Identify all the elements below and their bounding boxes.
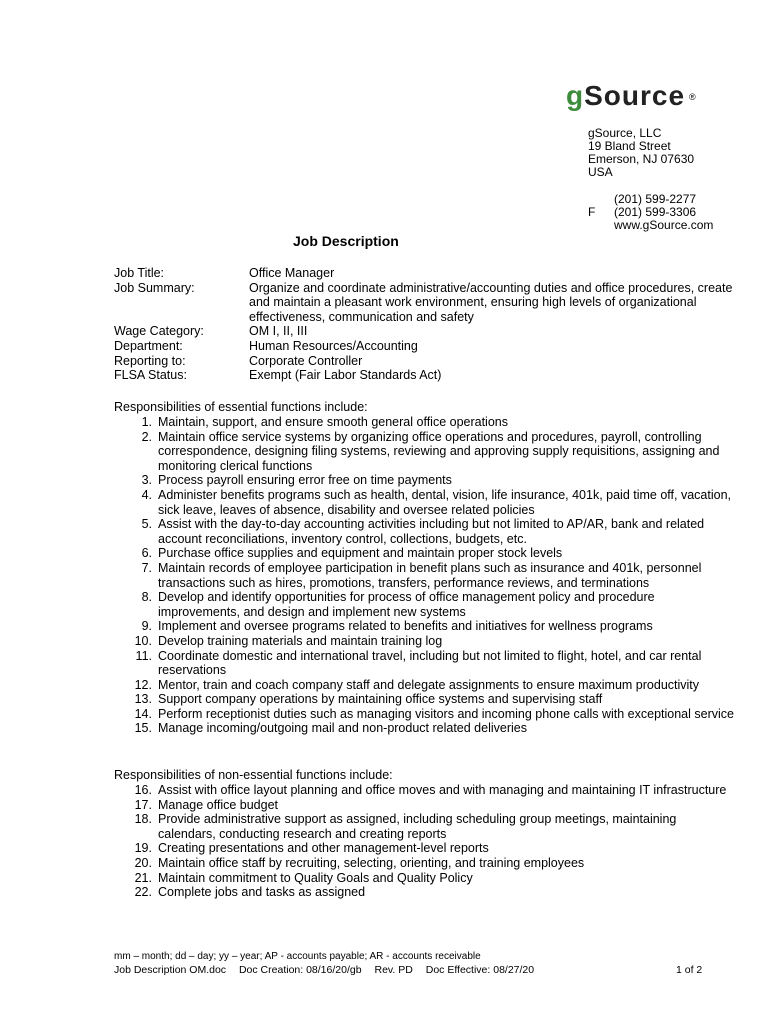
- field-label: FLSA Status:: [114, 368, 187, 383]
- list-item-number: 1.: [141, 415, 152, 429]
- essential-list: [114, 415, 734, 736]
- list-item-text: Maintain records of employee participation in benefit plans such as insurance and 401k, personnel transactions such as hires, promotions, transfers, performance reviews, and terminations: [158, 560, 702, 590]
- logo-source: Source: [584, 80, 686, 111]
- list-item: [114, 488, 734, 517]
- field-value: Exempt (Fair Labor Standards Act): [249, 368, 442, 383]
- list-item-number: 2.: [141, 429, 152, 444]
- list-item: [114, 590, 734, 619]
- list-item-text: Develop training materials and maintain training log: [158, 633, 443, 648]
- logo-g: g: [566, 80, 585, 111]
- list-item-text: Administer benefits programs such as health, dental, vision, life insurance, 401k, paid time off, vacation, sick leave, leaves of absence, disability and oversee related policies: [158, 487, 731, 517]
- list-item: [114, 678, 734, 693]
- registered-mark: ®: [689, 92, 697, 102]
- company-website: www.gSource.com: [614, 218, 714, 232]
- list-item-text: Maintain office service systems by organizing office operations and procedures, payroll, controlling correspondence, designing filing systems, reviewing and approving supply requisitions, assigning and monitoring clerical functions: [158, 429, 720, 473]
- page-number: 1 of 2: [676, 964, 703, 976]
- list-item-number: 15.: [134, 721, 152, 736]
- field-value: Corporate Controller: [249, 353, 363, 368]
- list-item: [114, 871, 734, 886]
- list-item-number: 14.: [134, 706, 152, 721]
- list-item-text: Maintain, support, and ensure smooth general office operations: [158, 415, 508, 429]
- list-item-text: Coordinate domestic and international travel, including but not limited to flight, hotel, and car rental reservations: [158, 648, 702, 678]
- footer-doc-info: [114, 964, 544, 976]
- list-item: [114, 546, 734, 561]
- list-item: [114, 619, 734, 634]
- footer-rev: Rev. PD: [374, 964, 413, 976]
- list-item-text: Develop and identify opportunities for process of office management policy and procedure improvements, and design and implement new systems: [158, 590, 655, 619]
- company-phone: (201) 599-2277: [614, 192, 697, 206]
- field-reporting-to: [114, 354, 734, 369]
- list-item-number: 18.: [134, 812, 152, 827]
- footer-doc-creation: Doc Creation: 08/16/20/gb: [238, 964, 362, 976]
- list-item-number: 19.: [134, 841, 152, 856]
- list-item-number: 11.: [135, 648, 152, 663]
- list-item-number: 12.: [134, 677, 152, 692]
- document-title: Job Description: [293, 233, 399, 249]
- company-contact: [588, 193, 713, 232]
- footer-doc-name: Job Description OM.doc: [114, 964, 227, 976]
- list-item-text: Mentor, train and coach company staff and delegate assignments to ensure maximum productivity: [158, 677, 700, 692]
- list-item: [114, 885, 734, 900]
- list-item: [114, 692, 734, 707]
- list-item-number: 17.: [134, 797, 152, 812]
- list-item-text: Maintain office staff by recruiting, selecting, orienting, and training employees: [158, 855, 585, 870]
- field-label: Job Title:: [114, 266, 165, 280]
- field-wage-category: [114, 324, 734, 339]
- field-value: Office Manager: [249, 266, 335, 280]
- list-item-number: 21.: [134, 870, 152, 885]
- field-label: Department:: [114, 338, 183, 353]
- company-fax: (201) 599-3306: [614, 205, 697, 219]
- list-item: [114, 856, 734, 871]
- company-street: 19 Bland Street: [588, 139, 671, 153]
- list-item: [114, 812, 734, 841]
- list-item-number: 20.: [134, 855, 152, 870]
- list-item-text: Provide administrative support as assigned, including scheduling group meetings, maintaining calendars, conducting research and creating reports: [158, 812, 677, 841]
- list-item-number: 5.: [141, 517, 152, 532]
- list-item-text: Perform receptionist duties such as managing visitors and incoming phone calls with exceptional service: [158, 706, 734, 721]
- list-item-number: 8.: [141, 590, 152, 605]
- list-item-text: Support company operations by maintaining office systems and supervising staff: [158, 692, 603, 707]
- field-job-title: [114, 266, 734, 281]
- field-flsa-status: [114, 368, 734, 383]
- list-item-number: 4.: [141, 487, 152, 502]
- list-item-text: Assist with office layout planning and office moves and with managing and maintaining IT infrastructure: [158, 783, 727, 797]
- list-item-text: Assist with the day-to-day accounting activities including but not limited to AP/AR, bank and related account reconciliations, inventory control, collections, budgets, etc.: [158, 517, 705, 546]
- list-item-number: 6.: [141, 546, 152, 561]
- gsource-logo: [566, 80, 697, 112]
- field-job-summary: [114, 281, 734, 325]
- list-item-text: Manage office budget: [158, 797, 279, 812]
- list-item-number: 13.: [134, 692, 152, 707]
- list-item: [114, 841, 734, 856]
- company-country: USA: [588, 165, 613, 179]
- company-city: Emerson, NJ 07630: [588, 152, 695, 166]
- list-item: [114, 707, 734, 722]
- list-item-text: Process payroll ensuring error free on time payments: [158, 473, 452, 488]
- essential-heading: Responsibilities of essential functions include:: [114, 400, 368, 414]
- field-label: Wage Category:: [114, 324, 204, 339]
- company-name: gSource, LLC: [588, 126, 662, 140]
- list-item-number: 3.: [141, 473, 152, 488]
- list-item: [114, 649, 734, 678]
- nonessential-heading: Responsibilities of non-essential functions include:: [114, 768, 393, 782]
- field-value: Organize and coordinate administrative/accounting duties and office procedures, create and maintain a pleasant work environment, ensuring high levels of organizational effectiveness, communication and safety: [249, 280, 733, 324]
- field-department: [114, 339, 734, 354]
- list-item-number: 16.: [134, 783, 152, 797]
- job-fields: [114, 266, 734, 383]
- list-item-number: 9.: [141, 619, 152, 634]
- company-address: [588, 127, 694, 179]
- field-value: OM I, II, III: [249, 324, 308, 339]
- field-value: Human Resources/Accounting: [249, 338, 418, 353]
- footer-doc-effective: Doc Effective: 08/27/20: [425, 964, 535, 976]
- field-label: Job Summary:: [114, 280, 195, 295]
- list-item-text: Maintain commitment to Quality Goals and Quality Policy: [158, 870, 473, 885]
- list-item-text: Implement and oversee programs related to benefits and initiatives for wellness programs: [158, 619, 653, 634]
- nonessential-list: [114, 783, 734, 900]
- list-item-text: Creating presentations and other management-level reports: [158, 841, 489, 856]
- footer-legend: mm – month; dd – day; yy – year; AP - accounts payable; AR - accounts receivable: [114, 951, 481, 962]
- list-item-number: 7.: [141, 560, 152, 575]
- list-item-text: Complete jobs and tasks as assigned: [158, 885, 366, 900]
- list-item: [114, 561, 734, 590]
- fax-prefix: F: [588, 205, 596, 219]
- field-label: Reporting to:: [114, 353, 186, 368]
- list-item: [114, 783, 734, 798]
- list-item-text: Purchase office supplies and equipment and maintain proper stock levels: [158, 546, 563, 561]
- list-item-text: Manage incoming/outgoing mail and non-product related deliveries: [158, 721, 527, 736]
- list-item-number: 22.: [134, 885, 152, 900]
- list-item: [114, 415, 734, 430]
- list-item: [114, 430, 734, 474]
- list-item: [114, 798, 734, 813]
- list-item: [114, 473, 734, 488]
- list-item-number: 10.: [134, 633, 152, 648]
- list-item: [114, 634, 734, 649]
- list-item: [114, 721, 734, 736]
- list-item: [114, 517, 734, 546]
